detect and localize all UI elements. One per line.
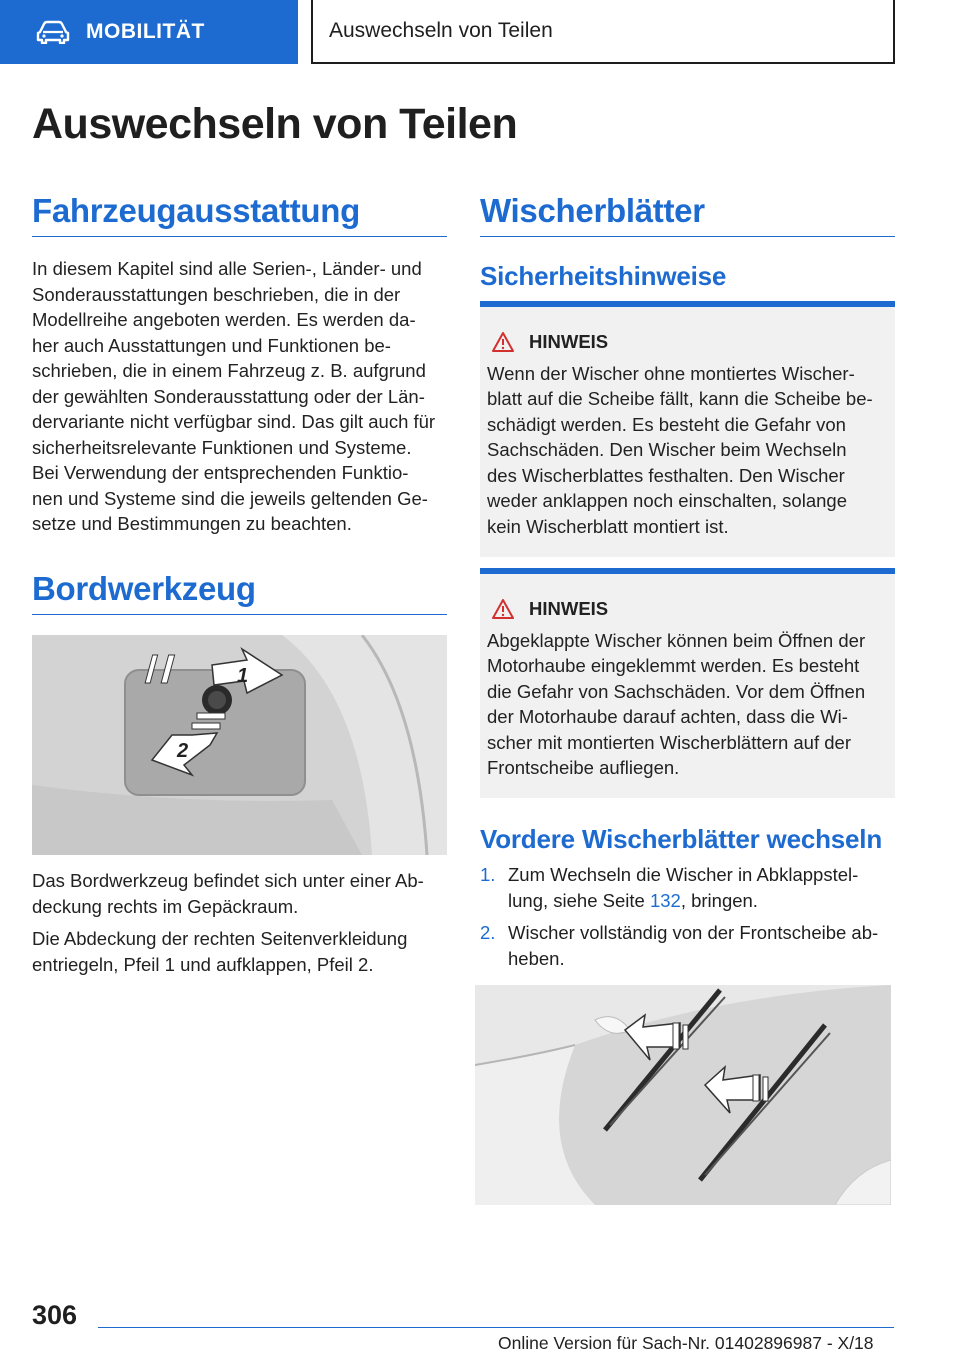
warning-triangle-icon [491, 598, 515, 620]
text-line: Wenn der Wischer ohne montiertes Wischer- [487, 362, 855, 384]
fahrzeugausstattung-paragraph [32, 256, 447, 537]
warning-note-1 [480, 301, 895, 557]
text-line: die Gefahr von Sachschäden. Vor dem Öffnen [487, 680, 866, 702]
wischerblaetter-title: Wischerblätter [480, 192, 895, 237]
step-1 [480, 862, 895, 913]
page-link[interactable]: 132 [649, 889, 681, 911]
wischerblaetter-heading [480, 192, 895, 237]
chapter-tab[interactable] [0, 0, 298, 64]
sicherheitshinweise-heading [480, 261, 895, 292]
text-line: kein Wischerblatt montiert ist. [487, 515, 729, 537]
text-line: Zum Wechseln die Wischer in Abklappstel- [508, 864, 859, 885]
bordwerkzeug-paragraph-1 [32, 868, 447, 919]
trunk-illustration [32, 635, 447, 855]
text-line: her auch Ausstattungen und Funktionen be- [32, 334, 391, 356]
text-line: der Motorhaube darauf achten, dass die Wi- [487, 706, 848, 727]
warning-triangle-icon [491, 331, 515, 353]
text-line: setze und Bestimmungen zu beachten. [32, 513, 352, 534]
page-title: Auswechseln von Teilen [32, 100, 518, 148]
note-header [487, 329, 888, 355]
text-fragment: , bringen. [680, 889, 758, 911]
text-line: weder anklappen noch einschalten, solange [487, 490, 847, 511]
step-number: 1. [480, 864, 496, 885]
footer-divider [98, 1327, 894, 1328]
note-label: HINWEIS [529, 598, 609, 619]
text-line: der gewählten Sonderausstattung oder der Län- [32, 385, 425, 407]
text-line: scher mit montierten Wischerblättern auf der [487, 731, 851, 753]
text-line: des Wischerblattes festhalten. Den Wischer [487, 464, 845, 486]
fahrzeugausstattung-title: Fahrzeugausstattung [32, 192, 447, 237]
bordwerkzeug-paragraph-2 [32, 926, 447, 977]
fahrzeugausstattung-heading [32, 192, 447, 237]
note-label: HINWEIS [529, 331, 609, 352]
bordwerkzeug-title: Bordwerkzeug [32, 570, 447, 615]
page-number: 306 [32, 1300, 78, 1330]
text-line: nen und Systeme sind die jeweils geltenden Ge- [32, 487, 428, 509]
text-line: Die Abdeckung der rechten Seitenverkleidung [32, 928, 408, 949]
text-fragment: lung, siehe Seite [508, 889, 650, 911]
text-line: Motorhaube eingeklemmt werden. Es besteht [487, 655, 860, 676]
text-line: schädigt werden. Es besteht die Gefahr von [487, 413, 846, 435]
wiper-illustration-svg [475, 985, 891, 1205]
text-line: dervariante nicht verfügbar sind. Das gilt auch für [32, 411, 436, 432]
text-line: Sonderausstattungen beschrieben, die in der [32, 283, 401, 305]
vordere-wischer-heading [480, 824, 895, 855]
text-line: deckung rechts im Gepäckraum. [32, 895, 299, 917]
step-2 [480, 920, 895, 971]
arrow-label-1: 1 [237, 665, 249, 687]
chapter-label: MOBILITÄT [86, 20, 205, 43]
arrow-label-2: 2 [177, 740, 189, 762]
text-line: In diesem Kapitel sind alle Serien-, Länder- und [32, 258, 422, 279]
text-line [508, 888, 895, 914]
text-line: Modellreihe angeboten werden. Es werden da- [32, 309, 416, 330]
warning-note-2 [480, 568, 895, 798]
text-line: schrieben, die in einem Fahrzeug z. B. aufgrund [32, 360, 426, 381]
bordwerkzeug-heading [32, 570, 447, 615]
text-line: Wischer vollständig von der Frontscheibe ab- [508, 922, 879, 943]
text-line: Frontscheibe aufliegen. [487, 757, 680, 778]
text-line: Das Bordwerkzeug befindet sich unter einer Ab- [32, 870, 424, 891]
text-line: entriegeln, Pfeil 1 und aufklappen, Pfeil 2. [32, 953, 374, 975]
text-line: heben. [508, 947, 565, 969]
text-line: blatt auf die Scheibe fällt, kann die Scheibe be- [487, 388, 873, 409]
footer-text: Online Version für Sach-Nr. 01402896987 - X/18 [498, 1333, 874, 1353]
sicherheitshinweise-title: Sicherheitshinweise [480, 261, 727, 291]
car-icon [36, 20, 70, 44]
section-label: Auswechseln von Teilen [329, 19, 553, 42]
text-line: Bei Verwendung der entsprechenden Funktio- [32, 462, 409, 483]
text-line: sicherheitsrelevante Funktionen und Systeme. [32, 436, 412, 458]
text-line: Sachschäden. Den Wischer beim Wechseln [487, 439, 847, 460]
section-header [311, 0, 895, 64]
text-line: Abgeklappte Wischer können beim Öffnen der [487, 629, 866, 651]
note-header [487, 596, 888, 622]
vordere-wischer-title: Vordere Wischerblätter wechseln [480, 824, 883, 854]
wiper-illustration [475, 985, 891, 1205]
step-number: 2. [480, 922, 496, 943]
trunk-illustration-svg [32, 635, 447, 855]
